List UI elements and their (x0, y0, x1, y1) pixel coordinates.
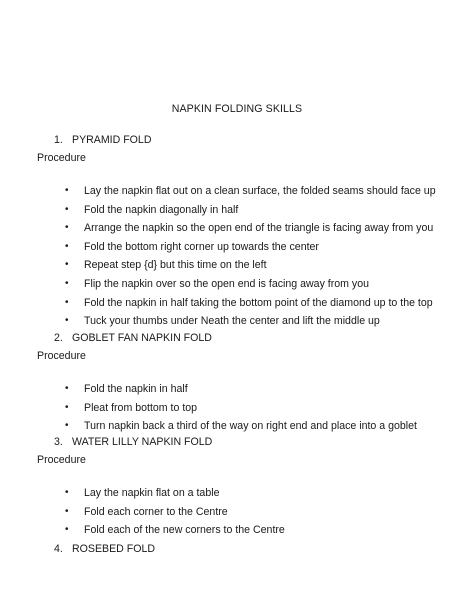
list-item (37, 201, 437, 220)
list-item (37, 275, 437, 294)
bullet-icon: • (65, 259, 69, 271)
bullet-icon: • (65, 420, 69, 432)
section-heading (37, 131, 437, 149)
step-text: Fold each of the new corners to the Centre (84, 524, 285, 537)
list-item (37, 238, 437, 257)
list-item (37, 312, 437, 331)
step-text: Turn napkin back a third of the way on right end and place into a goblet (84, 420, 417, 433)
step-text: Flip the napkin over so the open end is facing away from you (84, 277, 370, 290)
section-title: GOBLET FAN NAPKIN FOLD (72, 332, 212, 344)
bullet-icon: • (65, 505, 69, 517)
list-item (37, 256, 437, 275)
document-title: NAPKIN FOLDING SKILLS (171, 103, 303, 115)
steps-list (37, 484, 437, 540)
list-item (37, 294, 437, 313)
bullet-icon: • (65, 401, 69, 413)
bullet-icon: • (65, 296, 69, 308)
section-title: PYRAMID FOLD (72, 134, 152, 146)
section-pyramid-fold (37, 131, 437, 331)
step-text: Repeat step {d} but this time on the left (84, 259, 267, 272)
section-heading (37, 433, 437, 451)
bullet-icon: • (65, 203, 69, 215)
section-number: 2. (54, 332, 63, 344)
bullet-icon: • (65, 222, 69, 234)
step-text: Fold the napkin diagonally in half (84, 203, 239, 216)
section-title: WATER LILLY NAPKIN FOLD (72, 436, 213, 448)
steps-list (37, 182, 437, 331)
section-water-lilly-fold (37, 433, 437, 540)
step-text: Arrange the napkin so the open end of the triangle is facing away from you (84, 222, 434, 235)
step-text: Fold the napkin in half (84, 383, 188, 395)
section-number: 1. (54, 134, 63, 146)
step-text: Fold each corner to the Centre (84, 505, 228, 518)
list-item (37, 399, 437, 418)
section-heading (37, 540, 437, 558)
step-text: Tuck your thumbs under Neath the center and lift the middle up (84, 315, 380, 328)
procedure-label: Procedure (37, 152, 86, 164)
list-item (37, 380, 437, 399)
bullet-icon: • (65, 487, 69, 498)
section-heading (37, 329, 437, 347)
bullet-icon: • (65, 240, 69, 252)
bullet-icon: • (65, 524, 69, 536)
bullet-icon: • (65, 277, 69, 289)
procedure-label: Procedure (37, 350, 86, 362)
section-number: 4. (54, 543, 63, 555)
step-text: Fold the napkin in half taking the bottom point of the diamond up to the top (84, 296, 433, 309)
bullet-icon: • (65, 185, 69, 196)
list-item (37, 219, 437, 238)
step-text: Pleat from bottom to top (84, 401, 198, 414)
step-text: Lay the napkin flat out on a clean surface, the folded seams should face up (84, 185, 436, 197)
step-text: Fold the bottom right corner up towards the center (84, 240, 319, 253)
steps-list (37, 380, 437, 436)
section-goblet-fan-fold (37, 329, 437, 436)
list-item (37, 503, 437, 522)
procedure-label: Procedure (37, 454, 86, 466)
list-item (37, 521, 437, 540)
bullet-icon: • (65, 383, 69, 394)
section-number: 3. (54, 436, 63, 448)
step-text: Lay the napkin flat on a table (84, 487, 220, 499)
bullet-icon: • (65, 315, 69, 327)
section-rosebed-fold (37, 540, 437, 558)
section-title: ROSEBED FOLD (72, 543, 156, 555)
list-item (37, 182, 437, 201)
list-item (37, 484, 437, 503)
